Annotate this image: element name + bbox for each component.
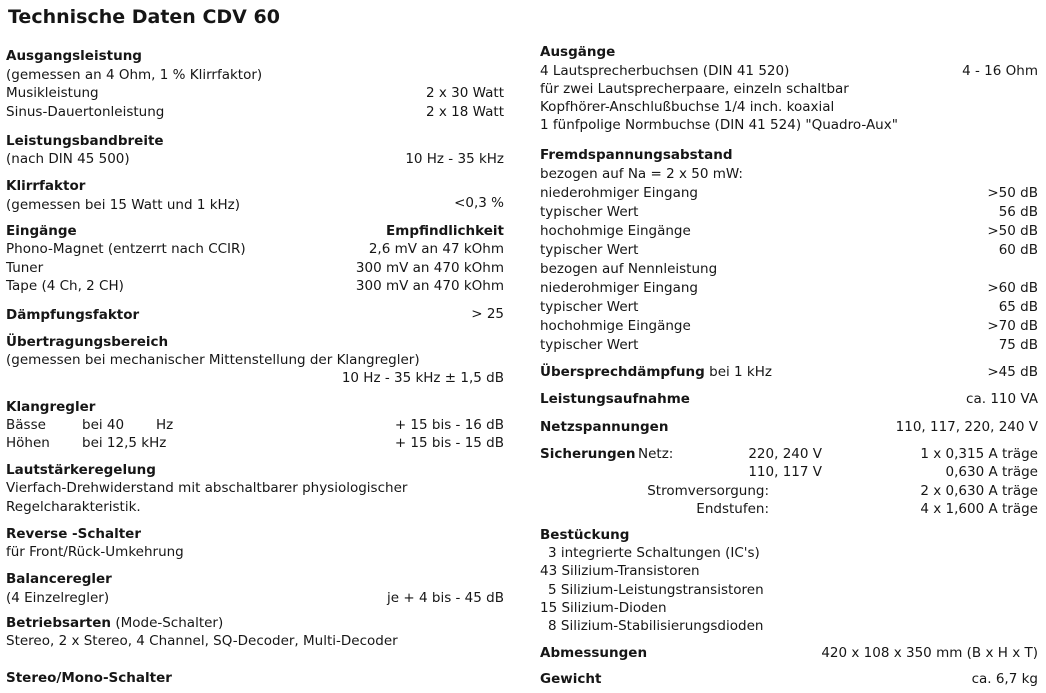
sicherungen-s1: 1 x 0,315 A träge — [920, 446, 1038, 462]
gewicht-heading: Gewicht — [540, 671, 602, 687]
musikleistung-label: Musikleistung — [6, 85, 99, 101]
fremd-row-label: hochohmige Eingänge — [540, 318, 691, 334]
fremd-row-label: bezogen auf Na = 2 x 50 mW: — [540, 166, 743, 182]
ausgaenge-line2: für zwei Lautsprecherpaare, einzeln schaltbar — [540, 81, 849, 97]
tape-value: 300 mV an 470 kOhm — [355, 278, 504, 294]
bestueckung-item: 3 integrierte Schaltungen (IC's) — [548, 545, 760, 561]
fremd-row-label: typischer Wert — [540, 204, 639, 220]
phono-value: 2,6 mV an 47 kOhm — [368, 241, 504, 257]
baesse-value: + 15 bis - 16 dB — [394, 417, 504, 433]
bestueckung-heading: Bestückung — [540, 527, 630, 543]
sicherungen-s2: 0,630 A träge — [945, 464, 1038, 480]
baesse-label: Bässe — [6, 417, 46, 433]
sicherungen-v1: 220, 240 V — [748, 446, 822, 462]
netz-heading: Netzspannungen — [540, 419, 669, 435]
fremd-row-value: >50 dB — [987, 185, 1038, 201]
hoehen-at: bei 12,5 kHz — [82, 435, 167, 451]
bandbreite-sub: (nach DIN 45 500) — [6, 151, 130, 167]
uebertragung-heading: Übertragungsbereich — [6, 334, 169, 350]
fremd-row-value: 65 dB — [998, 299, 1038, 315]
fremd-row-label: typischer Wert — [540, 299, 639, 315]
bestueckung-item: 43 Silizium-Transistoren — [540, 563, 700, 579]
klangregler-heading: Klangregler — [6, 399, 96, 415]
ausgangsleistung-sub: (gemessen an 4 Ohm, 1 % Klirrfaktor) — [6, 67, 263, 83]
phono-label: Phono-Magnet (entzerrt nach CCIR) — [6, 241, 246, 257]
eingaenge-heading: Eingänge — [6, 223, 77, 239]
hoehen-label: Höhen — [6, 435, 50, 451]
fremd-row-label: hochohmige Eingänge — [540, 223, 691, 239]
ausgangsleistung-heading: Ausgangsleistung — [6, 48, 142, 64]
fremd-row-value: >50 dB — [987, 223, 1038, 239]
sicherungen-heading: Sicherungen — [540, 446, 636, 462]
page-title: Technische Daten CDV 60 — [8, 6, 280, 28]
endstufen-label: Endstufen: — [696, 501, 769, 517]
fremd-row-label: niederohmiger Eingang — [540, 280, 698, 296]
fremd-row-value: >70 dB — [987, 318, 1038, 334]
balance-sub: (4 Einzelregler) — [6, 590, 110, 606]
bandbreite-value: 10 Hz - 35 kHz — [405, 151, 504, 167]
klirrfaktor-sub: (gemessen bei 15 Watt und 1 kHz) — [6, 197, 241, 213]
baesse-at: bei 40 — [82, 417, 125, 433]
betrieb-suffix: (Mode-Schalter) — [111, 615, 224, 631]
fremd-row-value: 75 dB — [998, 337, 1038, 353]
lautstaerke-line1: Vierfach-Drehwiderstand mit abschaltbarer physiologischer — [6, 480, 408, 496]
abmessungen-heading: Abmessungen — [540, 645, 648, 661]
sinus-label: Sinus-Dauertonleistung — [6, 104, 165, 120]
betrieb-heading-line — [6, 615, 223, 631]
baesse-unit: Hz — [156, 417, 174, 433]
fremd-row-label: bezogen auf Nennleistung — [540, 261, 718, 277]
sinus-value: 2 x 18 Watt — [426, 104, 504, 120]
uebertragung-value: 10 Hz - 35 kHz ± 1,5 dB — [341, 370, 504, 386]
abmessungen-value: 420 x 108 x 350 mm (B x H x T) — [821, 645, 1038, 661]
sicherungen-s3: 2 x 0,630 A träge — [920, 483, 1038, 499]
balance-value: je + 4 bis - 45 dB — [387, 590, 504, 606]
klirrfaktor-heading: Klirrfaktor — [6, 178, 86, 194]
uebertragung-sub: (gemessen bei mechanischer Mittenstellung der Klangregler) — [6, 352, 420, 368]
klirrfaktor-value: <0,3 % — [454, 195, 504, 211]
fremd-row-label: typischer Wert — [540, 242, 639, 258]
aufnahme-value: ca. 110 VA — [966, 391, 1038, 407]
tuner-label: Tuner — [6, 260, 44, 276]
fremd-row-label: niederohmiger Eingang — [540, 185, 698, 201]
tuner-value: 300 mV an 470 kOhm — [355, 260, 504, 276]
empfindlichkeit-heading: Empfindlichkeit — [386, 223, 504, 239]
ausgaenge-line1: 4 Lautsprecherbuchsen (DIN 41 520) — [540, 63, 790, 79]
sicherungen-netz-label: Netz: — [638, 446, 674, 462]
fremd-row-value: 56 dB — [998, 204, 1038, 220]
musikleistung-value: 2 x 30 Watt — [426, 85, 504, 101]
bestueckung-item: 5 Silizium-Leistungstransistoren — [548, 582, 764, 598]
daempfung-value: > 25 — [471, 306, 504, 322]
daempfung-heading: Dämpfungsfaktor — [6, 307, 140, 323]
fremd-row-value: 60 dB — [998, 242, 1038, 258]
ausgaenge-line3: Kopfhörer-Anschlußbuchse 1/4 inch. koaxial — [540, 99, 835, 115]
betrieb-heading: Betriebsarten — [6, 615, 112, 631]
fremd-row-label: typischer Wert — [540, 337, 639, 353]
stereomono-heading: Stereo/Mono-Schalter — [6, 670, 172, 686]
gewicht-value: ca. 6,7 kg — [971, 671, 1038, 687]
uebersprech-value: >45 dB — [987, 364, 1038, 380]
lautstaerke-heading: Lautstärkeregelung — [6, 462, 156, 478]
bestueckung-item: 15 Silizium-Dioden — [540, 600, 667, 616]
uebersprech-suffix: bei 1 kHz — [704, 364, 772, 380]
balance-heading: Balanceregler — [6, 571, 112, 587]
reverse-heading: Reverse -Schalter — [6, 526, 141, 542]
stromversorgung-label: Stromversorgung: — [647, 483, 769, 499]
netz-value: 110, 117, 220, 240 V — [895, 419, 1038, 435]
lautstaerke-line2: Regelcharakteristik. — [6, 499, 141, 515]
sicherungen-v2: 110, 117 V — [748, 464, 822, 480]
tape-label: Tape (4 Ch, 2 CH) — [6, 278, 124, 294]
ausgaenge-line4: 1 fünfpolige Normbuchse (DIN 41 524) "Quadro-Aux" — [540, 117, 898, 133]
betrieb-sub: Stereo, 2 x Stereo, 4 Channel, SQ-Decoder, Multi-Decoder — [6, 633, 398, 649]
ausgaenge-value1: 4 - 16 Ohm — [962, 63, 1038, 79]
fremd-row-value: >60 dB — [987, 280, 1038, 296]
ausgaenge-heading: Ausgänge — [540, 44, 616, 60]
hoehen-value: + 15 bis - 15 dB — [394, 435, 504, 451]
uebersprech-heading: Übersprechdämpfung — [540, 364, 705, 380]
reverse-sub: für Front/Rück-Umkehrung — [6, 544, 184, 560]
aufnahme-heading: Leistungsaufnahme — [540, 391, 690, 407]
bandbreite-heading: Leistungsbandbreite — [6, 133, 164, 149]
sicherungen-s4: 4 x 1,600 A träge — [920, 501, 1038, 517]
bestueckung-item: 8 Silizium-Stabilisierungsdioden — [548, 618, 764, 634]
uebersprech-line — [540, 364, 772, 380]
fremd-heading: Fremdspannungsabstand — [540, 147, 733, 163]
